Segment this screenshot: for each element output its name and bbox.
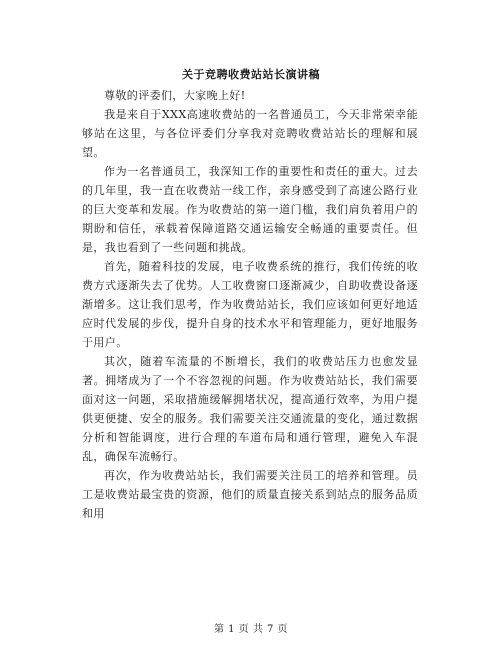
paragraph-traffic: 其次，随着车流量的不断增长，我们的收费站压力也愈发显著。拥堵成为了一个不容忽视的问题。作为收费站站长，我们需要面对这一问题，采取措施缓解拥堵状况，提高通行效率，为用户提供更便捷、安全的服务。我们需要关注交通流量的变化，通过数据分析和智能调度，进行合理的车道布局和通行管理，避免入车混乱，确保车流畅行。 xyxy=(82,355,418,463)
paragraph-introduction: 我是来自于XXX高速收费站的一名普通员工，今天非常荣幸能够站在这里，与各位评委们分享我对竞聘收费站站长的理解和展望。 xyxy=(82,108,418,159)
paragraph-technology: 首先，随着科技的发展，电子收费系统的推行，我们传统的收费方式逐渐失去了优势。人工收费窗口逐渐减少，自助收费设备逐渐增多。这让我们思考，作为收费站站长，我们应该如何更好地适应时代发展的步伐，提升自身的技术水平和管理能力，更好地服务于用户。 xyxy=(82,260,418,349)
paragraph-greeting: 尊敬的评委们，大家晚上好! xyxy=(104,89,246,102)
page-number: 第 1 页 共 7 页 xyxy=(213,624,289,635)
document-title: 关于竞聘收费站站长演讲稿 xyxy=(182,68,320,81)
paragraph-responsibility: 作为一名普通员工，我深知工作的重要性和责任的重大。过去的几年里，我一直在收费站一线工作，亲身感受到了高速公路行业的巨大变革和发展。作为收费站的第一道门槛，我们肩负着用户的期盼和信任，承载着保障道路交通运输安全畅通的重要责任。但是，我也看到了一些问题和挑战。 xyxy=(82,165,418,254)
document-body xyxy=(82,86,418,523)
paragraph-staff: 再次，作为收费站站长，我们需要关注员工的培养和管理。员工是收费站最宝贵的资源，他们的质量直接关系到站点的服务品质和用 xyxy=(82,469,418,520)
